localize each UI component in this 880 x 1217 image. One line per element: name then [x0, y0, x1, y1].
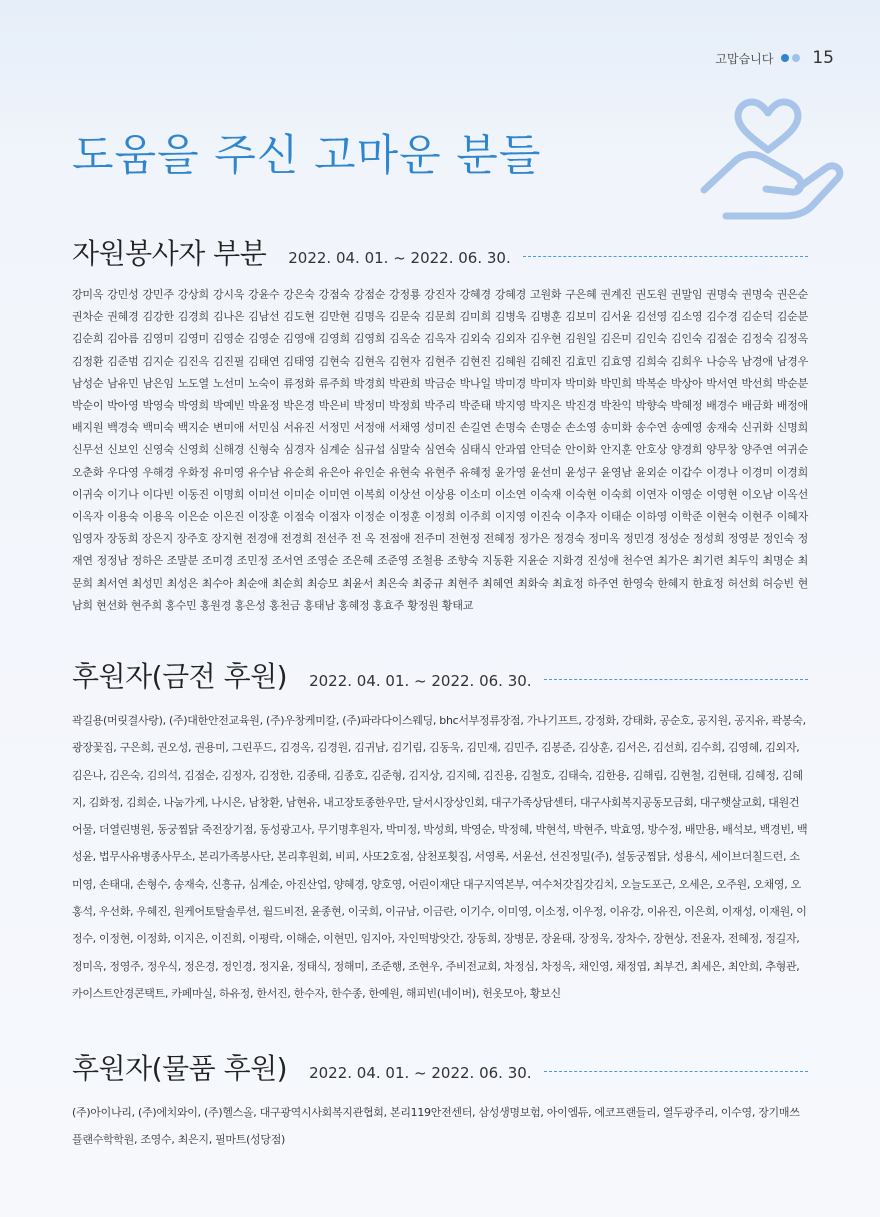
section-heading	[72, 655, 808, 695]
hand-heart-icon	[700, 92, 850, 222]
section-title: 후원자(물품 후원)	[72, 1052, 288, 1085]
goods-sponsor-list: (주)아이나리, (주)에치와이, (주)헬스올, 대구광역시사회복지관협회, 본리119안전센터, 삼성생명보험, 아이엠듀, 에코프랜들리, 열두광주리, 이수영, 장기매쓰플랜수학학원, 조영수, 최은지, 필마트(성당점)	[72, 1106, 800, 1146]
money-sponsor-section	[72, 655, 808, 1007]
dashed-divider	[544, 679, 808, 680]
section-heading	[72, 232, 808, 272]
page-title: 도움을 주신 고마운 분들	[72, 131, 542, 181]
goods-sponsor-section	[72, 1047, 808, 1153]
page-header	[715, 48, 834, 68]
section-period: 2022. 04. 01. ~ 2022. 06. 30.	[288, 249, 511, 267]
section-title: 자원봉사자 부분	[72, 237, 267, 270]
section-period: 2022. 04. 01. ~ 2022. 06. 30.	[309, 1064, 532, 1082]
header-dots	[781, 54, 800, 62]
section-title: 후원자(금전 후원)	[72, 660, 288, 693]
section-period: 2022. 04. 01. ~ 2022. 06. 30.	[309, 672, 532, 690]
header-section-name: 고맙습니다	[715, 51, 774, 66]
dashed-divider	[523, 256, 808, 257]
dot-dark	[781, 54, 789, 62]
dot-light	[792, 54, 800, 62]
page-number: 15	[812, 48, 834, 68]
money-sponsor-list: 곽길용(머릿결사랑), (주)대한안전교육원, (주)우창케미칼, (주)파라다이스웨딩, bhc서부정류장점, 가나기프트, 강정화, 강태화, 공순호, 공지원, 공지유, 곽봉숙, 광장꽃집, 구은희, 권오성, 권용미, 그린푸드, 김경옥, 김경원, 김귀남, 김기림, 김동욱, 김민재, 김민주, 김봉준, 김상훈, 김서은, 김선희, 김수희, 김영혜, 김외자, 김은나, 김은숙, 김의석, 김점순, 김정자, 김정한, 김종태, 김종호, 김준형, 김지상, 김지혜, 김진용, 김철호, 김태숙, 김한용, 김해림, 김현철, 김현태, 김혜정, 김혜지, 김화정, 김희순, 나눔가게, 나시은, 남창환, 남현유, 내고장토종한우만, 달서시장상인회, 대구가족상담센터, 대구사회복지공동모금회, 대구햇살교회, 대원건어물, 더열린병원, 동궁찜닭 죽전장기점, 동성광고사, 무기명후원자, 박미정, 박성희, 박영순, 박정혜, 박현석, 박현주, 박효영, 방수정, 배만용, 배석보, 백경빈, 백성윤, 법무사유병종사무소, 본리가족봉사단, 본리후원회, 비피, 사또2호점, 삼천포횟집, 서영록, 서윤선, 선진정밀(주), 설동궁찜닭, 성용식, 세이브더칠드런, 소미영, 손태대, 손형수, 송재숙, 신흥규, 심계순, 아진산업, 양혜경, 양호영, 어린이재단 대구지역본부, 여수처갓집갓김치, 오늘도포근, 오세은, 오주원, 오채영, 오홍석, 우선화, 우혜진, 원케어토탈솔루션, 월드비전, 윤종현, 이국희, 이규남, 이금란, 이기수, 이미영, 이소정, 이우정, 이유강, 이유진, 이은희, 이재성, 이재원, 이정수, 이정현, 이정화, 이지은, 이진희, 이평락, 이해순, 이현민, 임지아, 자인떡방앗간, 장동희, 장병문, 장윤태, 장정욱, 장차수, 장현상, 전윤자, 전혜정, 정길자, 정미옥, 정영주, 정우식, 정은경, 정인경, 정지윤, 정태식, 정해미, 조준행, 조현우, 주비전교회, 차정심, 차정옥, 채인영, 채정엽, 최부건, 최세은, 최안희, 추형관, 카이스트안경콘택트, 카페마실, 하유정, 한서진, 한수자, 한수종, 한예원, 해피빈(네이버), 헌옷모아, 황보신	[72, 714, 808, 1000]
section-heading	[72, 1047, 808, 1087]
dashed-divider	[544, 1071, 808, 1072]
volunteer-name-list: 강미옥 강민성 강민주 강상희 강시욱 강윤수 강은숙 강점숙 강점순 강정룡 강진자 강혜경 강혜경 고원화 구은혜 권계진 권도원 권말임 권명숙 권명숙 권은순 권차순 권혜경 김강한 김경희 김나은 김남선 김도현 김만현 김명옥 김문숙 김문희 김미희 김병욱 김병훈 김보미 김서윤 김선영 김소영 김수경 김순덕 김순분 김순희 김아름 김영미 김영미 김영순 김영순 김영애 김영희 김영희 김옥순 김옥자 김외숙 김외자 김우현 김원일 김은미 김인숙 김인숙 김점순 김정숙 김정옥 김정환 김준범 김지순 김진옥 김진필 김태연 김태영 김현숙 김현옥 김현자 김현주 김현진 김혜원 김혜진 김효민 김효영 김희숙 김희우 나승옥 남경애 남경우 남성순 남유민 남은임 노도열 노선미 노숙이 류정화 류주희 박경희 박관희 박금순 박나일 박미경 박미자 박미화 박민희 박복순 박상아 박서연 박선희 박순분 박순이 박아영 박영숙 박영희 박예빈 박윤정 박은경 박은비 박정미 박정희 박주리 박준태 박지영 박지은 박진경 박찬익 박향숙 박혜정 배경수 배금화 배정애 배지원 백경숙 백미숙 백지순 변미애 서민심 서유진 서정민 서정애 서채영 성미진 손길연 손명숙 손명순 손소영 송미화 송수연 송예영 송재숙 신귀화 신명희 신무선 신보인 신영숙 신영희 신해경 신형숙 심경자 심계순 심규섭 심말숙 심연숙 심태식 안과엽 안덕순 안이화 안지훈 안호상 양경희 양무창 양주연 여귀순 오춘화 우다영 우해경 우화정 유미영 유수남 유순희 유은아 유인순 유현숙 유현주 유혜정 윤가영 윤선미 윤성구 윤영남 윤외순 이갑수 이경나 이경미 이경희 이귀숙 이기나 이다빈 이동진 이명희 이미선 이미순 이미연 이복희 이상선 이상용 이소미 이소연 이숙재 이숙현 이숙희 이연자 이영순 이영현 이오남 이옥선 이옥자 이용숙 이용옥 이은순 이은진 이장훈 이점숙 이점자 이정순 이정훈 이정희 이주희 이지영 이진숙 이추자 이태순 이하영 이학준 이현숙 이현주 이혜자 임영자 장동희 장은지 장주호 장지현 전경애 전경희 전선주 전 옥 전점애 전주미 전현정 전혜정 정가은 정경숙 정미옥 정민경 정성순 정성희 정영분 정인숙 정재연 정정남 정하은 조말분 조미경 조민정 조서연 조영순 조은혜 조준영 조철용 조향숙 지동환 지윤순 지화경 진성애 천수연 최가은 최기련 최두익 최명순 최문희 최서연 최성민 최성은 최수아 최순애 최순희 최승모 최윤서 최은숙 최중규 최현주 최혜연 최화숙 최효정 하주연 한영숙 한혜지 한효정 허선희 허승빈 현남희 현선화 현주희 홍수민 홍원경 홍은성 홍천금 홍태남 홍혜정 홍효주 황정원 황태교	[72, 288, 808, 612]
volunteer-section	[72, 232, 808, 617]
